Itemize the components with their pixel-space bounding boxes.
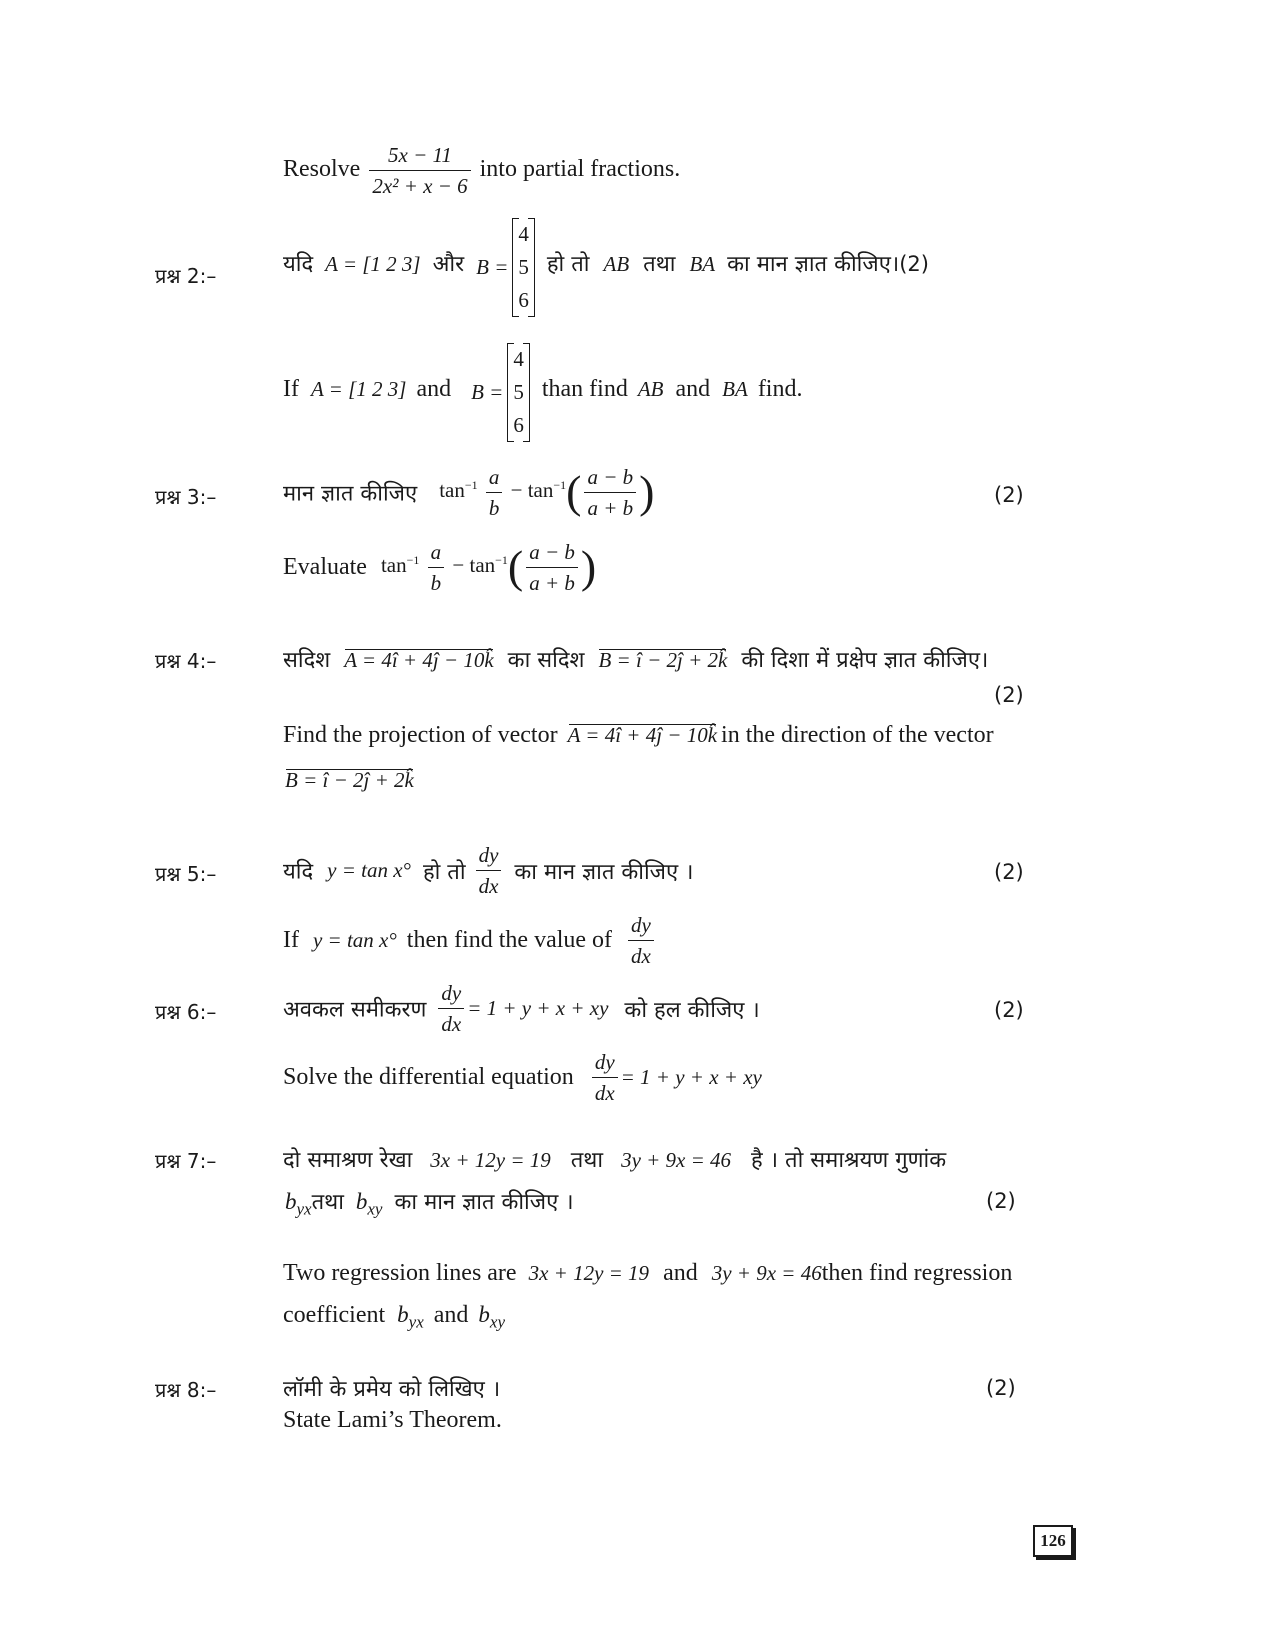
q3-english-line	[283, 537, 596, 598]
q5-hindi-line	[283, 840, 693, 901]
q5-en-dx: dx	[631, 944, 651, 968]
q7-en-coefficient: coefficient	[283, 1302, 386, 1328]
q7-byx-sub: yx	[296, 1199, 312, 1219]
q3-sup2: −1	[553, 478, 567, 493]
q7-en-eq1: 3x + 12y = 19	[528, 1261, 650, 1285]
q3-hi-text: मान ज्ञात कीजिए	[283, 481, 418, 507]
q8-label: प्रश्न 8:–	[155, 1378, 217, 1402]
q7-english-line1	[283, 1260, 1018, 1287]
q4-en-mid: in the direction of the vector	[721, 722, 994, 748]
q2-matrix-a: A = [1 2 3]	[325, 252, 421, 277]
q5-en-if: If	[283, 927, 299, 953]
q2-en-than: than find	[541, 376, 628, 403]
q6-marks: (2)	[994, 998, 1024, 1022]
q3-b: b	[488, 496, 500, 520]
q5-dx: dx	[478, 874, 499, 898]
q3-lparen: (	[566, 466, 582, 518]
q5-en-dy: dy	[628, 910, 654, 941]
q8-english-line: State Lami’s Theorem.	[283, 1407, 502, 1433]
q5-label: प्रश्न 5:–	[155, 862, 217, 886]
q3-minus-tan: − tan	[510, 478, 554, 503]
q3-en-den2: a + b	[529, 571, 575, 595]
q2-en-and: and	[416, 376, 452, 403]
q1-text: Resolve	[283, 156, 361, 183]
q7-en-byx	[397, 1302, 424, 1332]
q3-en-b: b	[430, 571, 442, 595]
q6-hindi-line	[283, 978, 760, 1039]
q4-english-line1	[283, 722, 994, 749]
q2-marks: (2)	[899, 252, 929, 277]
q6-en-rhs: = 1 + y + x + xy	[620, 1065, 762, 1089]
q4-en-vec-b-text: B = î − 2ĵ + 2k̂	[285, 768, 414, 792]
q2-matrix-b-cell: 6	[518, 288, 529, 312]
q1-text-end: into partial fractions.	[479, 156, 681, 183]
q7-en-and: and	[663, 1260, 698, 1286]
q4-hi-start: सदिश	[283, 648, 331, 673]
q2-en-matrix-a: A = [1 2 3]	[310, 377, 407, 402]
q3-en-a: a	[428, 537, 445, 568]
q5-en-expr: y = tan x°	[312, 928, 397, 952]
q4-en-vec-a-text: A = 4î + 4ĵ − 10k̂	[567, 723, 718, 747]
q6-hi-start: अवकल समीकरण	[283, 997, 427, 1023]
q3-expr	[439, 465, 655, 520]
q3-hindi-line	[283, 462, 654, 523]
q6-en-dx: dx	[594, 1081, 615, 1105]
q2-en-b-eq: B =	[471, 380, 504, 404]
q2-matrix-b-cell: 4	[518, 222, 529, 246]
q3-en-rparen: )	[580, 541, 597, 593]
q2-en-matrix-b	[507, 343, 530, 442]
q2-hi-mid: हो तो	[546, 252, 590, 278]
q3-label: प्रश्न 3:–	[155, 485, 217, 509]
q2-en-and2: and	[675, 376, 711, 403]
q3-sup: −1	[464, 478, 478, 493]
q7-marks: (2)	[986, 1189, 1016, 1213]
q3-num2: a − b	[584, 462, 636, 493]
q6-label: प्रश्न 6:–	[155, 1000, 217, 1024]
q7-hi-mid: तथा	[311, 1190, 344, 1215]
q7-hi-tatha: तथा	[570, 1148, 604, 1173]
q2-en-matrix-b-cell: 4	[513, 347, 524, 371]
q7-byx-b: b	[285, 1189, 297, 1214]
q3-en-sup: −1	[406, 553, 420, 568]
q6-dy: dy	[438, 978, 464, 1009]
q2-en-find: find.	[757, 376, 803, 403]
q7-hi-end2: का मान ज्ञात कीजिए ।	[394, 1190, 574, 1215]
q6-dydx	[438, 978, 464, 1039]
q7-hi-end: है । तो समाश्रयण गुणांक	[751, 1148, 947, 1173]
q2-en-matrix-b-cell: 5	[513, 380, 524, 404]
q7-hindi-line2	[285, 1186, 574, 1220]
q2-hi-tatha: तथा	[643, 252, 676, 278]
q5-dydx	[476, 840, 502, 901]
q7-byx	[285, 1189, 312, 1219]
q3-en-minus-tan: − tan	[452, 553, 496, 578]
q7-eq2: 3y + 9x = 46	[621, 1148, 732, 1172]
q4-vec-a-text: A = 4î + 4ĵ − 10k̂	[344, 648, 494, 672]
q1-fraction	[369, 140, 470, 201]
q7-en-byx-b: b	[397, 1302, 409, 1327]
q3-en-tan: tan	[380, 553, 407, 578]
q7-en-bxy	[478, 1302, 506, 1332]
q4-label: प्रश्न 4:–	[155, 649, 217, 673]
q2-ba: BA	[689, 252, 716, 277]
q4-vec-a	[344, 648, 493, 672]
q2-hi-start: यदि	[283, 252, 314, 278]
q7-bxy-b: b	[355, 1189, 368, 1214]
q4-en-vec-b	[285, 768, 414, 793]
q3-frac-2	[584, 462, 636, 523]
q2-label: प्रश्न 2:–	[155, 264, 217, 288]
q4-vec-b	[598, 648, 727, 672]
q4-en-vec-a	[568, 723, 717, 747]
q7-hi-start: दो समाश्रण रेखा	[283, 1148, 413, 1173]
q6-en-text: Solve the differential equation	[283, 1064, 574, 1090]
q3-en-expr	[380, 540, 597, 595]
q3-a: a	[486, 462, 503, 493]
q7-hindi-line1	[283, 1144, 1018, 1174]
q4-hi-end: की दिशा में प्रक्षेप ज्ञात कीजिए।	[741, 648, 989, 673]
q6-rhs: = 1 + y + x + xy	[467, 996, 609, 1020]
q6-en-dydx	[592, 1047, 618, 1108]
q7-en-byx-sub: yx	[408, 1312, 424, 1332]
q3-den2: a + b	[587, 496, 634, 520]
q3-en-frac-2	[526, 537, 578, 598]
q2-hindi-line	[283, 218, 929, 317]
q4-vec-b-text: B = î − 2ĵ + 2k̂	[598, 648, 728, 672]
q6-hi-end: को हल कीजिए ।	[624, 997, 760, 1023]
q1-line	[283, 140, 680, 201]
q8-hindi-line: लॉमी के प्रमेय को लिखिए ।	[283, 1377, 501, 1402]
q7-en-and2: and	[433, 1302, 469, 1328]
q3-rparen: )	[639, 466, 655, 518]
q4-en-start: Find the projection of vector	[283, 722, 558, 748]
q7-label: प्रश्न 7:–	[155, 1149, 217, 1173]
q2-matrix-b	[512, 218, 535, 317]
q2-english-line	[283, 343, 802, 442]
q2-en-matrix-b-cell: 6	[513, 413, 524, 437]
q5-dy: dy	[476, 840, 502, 871]
q7-en-bxy-b: b	[478, 1302, 490, 1327]
q4-hi-mid: का सदिश	[507, 648, 585, 673]
q4-marks: (2)	[994, 683, 1024, 707]
q5-marks: (2)	[994, 860, 1024, 884]
q2-en-if: If	[283, 376, 299, 403]
q5-en-mid: then find the value of	[406, 927, 613, 953]
page-number: 126	[1033, 1525, 1073, 1557]
q2-hi-and: और	[432, 252, 465, 278]
q7-en-end: then find regression	[821, 1260, 1013, 1286]
q7-bxy-sub: xy	[367, 1199, 383, 1219]
q2-ab: AB	[603, 252, 630, 277]
q2-matrix-b-cell: 5	[518, 255, 529, 279]
q7-english-line2	[283, 1302, 505, 1333]
q2-hi-end: का मान ज्ञात कीजिए।	[727, 252, 900, 278]
q3-en-lparen: (	[507, 541, 524, 593]
q1-numerator: 5x − 11	[369, 140, 470, 171]
q5-english-line	[283, 910, 657, 971]
q5-expr: y = tan x°	[327, 858, 411, 882]
q2-en-ba: BA	[722, 377, 748, 402]
q2-en-ab: AB	[637, 377, 664, 402]
q5-en-dydx	[628, 910, 654, 971]
q1-denominator: 2x² + x − 6	[372, 174, 468, 198]
q7-en-eq2: 3y + 9x = 46	[711, 1261, 822, 1285]
q5-hi-end: का मान ज्ञात कीजिए ।	[514, 859, 694, 885]
q7-en-bxy-sub: xy	[489, 1312, 506, 1332]
q7-en-start: Two regression lines are	[283, 1260, 517, 1286]
q3-en-text: Evaluate	[283, 554, 367, 580]
q4-hindi-line	[283, 644, 988, 674]
q3-en-frac-ab	[428, 537, 445, 598]
q6-en-dy: dy	[592, 1047, 618, 1078]
q3-tan: tan	[439, 478, 465, 503]
q2-b-eq: B =	[476, 255, 509, 279]
q3-en-sup2: −1	[495, 553, 508, 568]
q3-en-num2: a − b	[526, 537, 578, 568]
q6-dx: dx	[441, 1012, 462, 1036]
q7-bxy	[355, 1189, 383, 1219]
q8-marks: (2)	[986, 1376, 1016, 1400]
q3-marks: (2)	[994, 483, 1024, 507]
q7-eq1: 3x + 12y = 19	[430, 1148, 551, 1172]
q5-hi-mid: हो तो	[422, 859, 466, 885]
q5-hi-start: यदि	[283, 859, 314, 885]
q3-frac-ab	[486, 462, 503, 523]
q6-english-line	[283, 1047, 762, 1108]
